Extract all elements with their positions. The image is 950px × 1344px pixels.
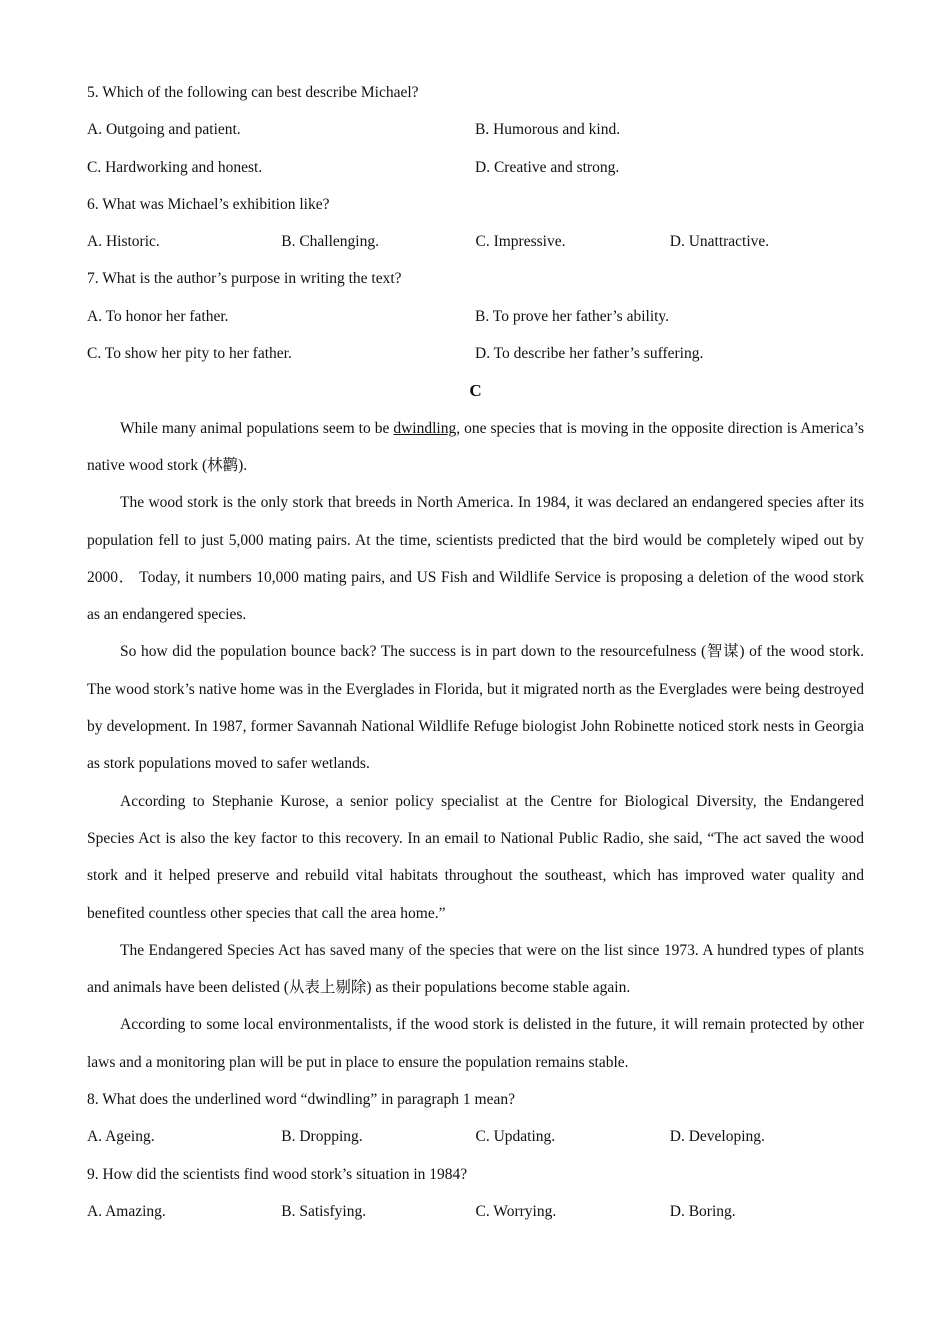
passage-paragraph-2: The wood stork is the only stork that breeds in North America. In 1984, it was declared an endangered species after its population fell to just 5,000 mating pairs. At the time, scientists predicted that the bird would be completely wiped out by 2000． Today, it numbers 10,000 mating pairs, and US Fish and Wildlife Service is proposing a deletion of the wood stork as an endangered species. — [87, 494, 864, 624]
question-9-stem: 9. How did the scientists find wood stork’s situation in 1984? — [87, 1165, 468, 1183]
passage-paragraph-1 — [87, 410, 864, 485]
question-5-option-d: D. Creative and strong. — [475, 158, 620, 176]
question-5-stem: 5. Which of the following can best describe Michael? — [87, 84, 419, 101]
section-c-title: C — [469, 381, 482, 401]
question-6-option-c: C. Impressive. — [475, 233, 566, 251]
question-6-option-b: B. Challenging. — [281, 233, 379, 251]
question-8-option-d: D. Developing. — [669, 1128, 765, 1146]
question-6-stem: 6. What was Michael’s exhibition like? — [87, 195, 330, 213]
passage-paragraph-6: According to some local environmentalists, if the wood stork is delisted in the future, it will remain protected by other laws and a monitoring plan will be put in place to ensure the population remains stable. — [87, 1016, 864, 1071]
question-6-option-d: D. Unattractive. — [669, 233, 770, 251]
question-8-stem: 8. What does the underlined word “dwindling” in paragraph 1 mean? — [87, 1091, 515, 1109]
question-5-options-row-2 — [87, 149, 864, 186]
passage-paragraph-4: According to Stephanie Kurose, a senior policy specialist at the Centre for Biological Diversity, the Endangered Species Act is also the key factor to this recovery. In an email to National Public Radio, she said, “The act saved the wood stork and it helped preserve and rebuild vital habitats throughout the southeast, which has improved water quality and benefited countless other species that call the area home.” — [87, 792, 864, 922]
question-7-options-row-1 — [87, 298, 864, 335]
passage-paragraph-3: So how did the population bounce back? The success is in part down to the resourcefulness (智谋) of the wood stork. The wood stork’s native home was in the Everglades in Florida, but it migrated north as the Everglades were being destroyed by development. In 1987, former Savannah National Wildlife Refuge biologist John Robinette noticed stork nests in Georgia as stork populations moved to safer wetlands. — [87, 643, 864, 773]
question-7-stem: 7. What is the author’s purpose in writing the text? — [87, 270, 402, 288]
question-8-option-a: A. Ageing. — [87, 1128, 155, 1146]
question-9-option-c: C. Worrying. — [475, 1202, 557, 1220]
question-9-option-a: A. Amazing. — [87, 1202, 166, 1220]
question-7-option-a: A. To honor her father. — [87, 307, 229, 325]
question-6-options — [87, 223, 864, 260]
question-7-options-row-2 — [87, 335, 864, 372]
question-9-options — [87, 1193, 864, 1230]
question-8-option-c: C. Updating. — [475, 1128, 556, 1146]
paragraph-1-text-before: While many animal populations seem to be — [120, 419, 394, 437]
question-7-option-b: B. To prove her father’s ability. — [475, 307, 670, 325]
question-8-option-b: B. Dropping. — [281, 1128, 363, 1146]
passage-paragraph-5: The Endangered Species Act has saved many of the species that were on the list since 1973. A hundred types of plants and animals have been delisted (从表上剔除) as their populations become stable again. — [87, 941, 864, 997]
question-7-option-d: D. To describe her father’s suffering. — [475, 345, 704, 363]
question-5-option-b: B. Humorous and kind. — [475, 121, 621, 139]
question-5-option-c: C. Hardworking and honest. — [87, 158, 263, 176]
question-5-options-row-1 — [87, 111, 864, 148]
question-9-option-b: B. Satisfying. — [281, 1202, 367, 1220]
question-7-option-c: C. To show her pity to her father. — [87, 345, 292, 363]
underlined-word-dwindling: dwindling — [393, 419, 457, 437]
paragraph-1-text-after: , one species that is moving in the opposite direction is America’s native wood stork (林鹳). — [87, 419, 864, 474]
document-page — [87, 74, 864, 1230]
question-9-option-d: D. Boring. — [669, 1202, 736, 1220]
question-6-option-a: A. Historic. — [87, 233, 160, 251]
question-8-options — [87, 1118, 864, 1155]
question-5-option-a: A. Outgoing and patient. — [87, 121, 241, 139]
